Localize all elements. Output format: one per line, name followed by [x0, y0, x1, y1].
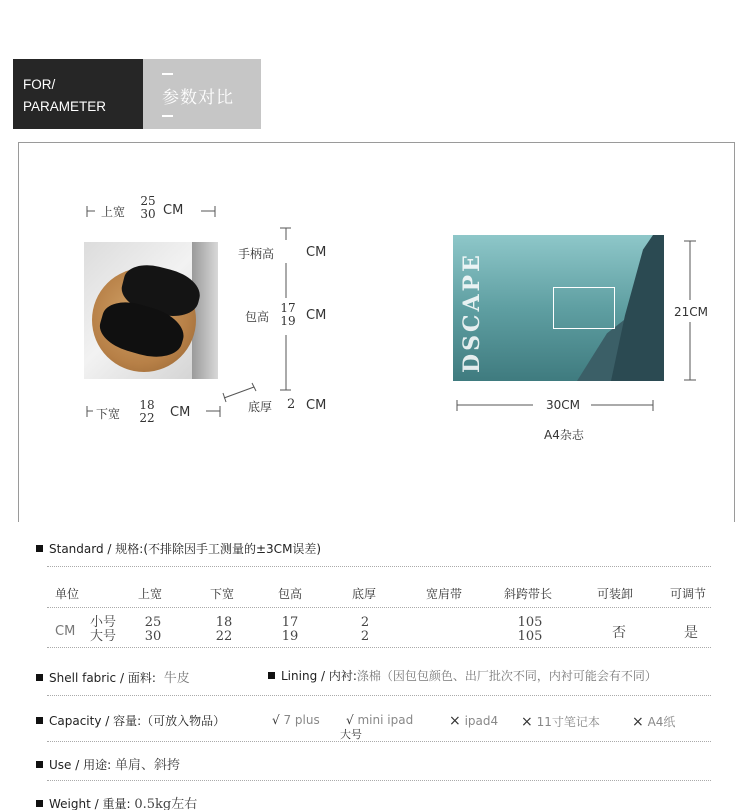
- use-value: 单肩、斜挎: [114, 758, 180, 773]
- cell-height-large: 19: [281, 629, 299, 644]
- use-row: [36, 754, 180, 773]
- magazine-height-label: 21CM: [674, 305, 709, 319]
- cell-top-width: [138, 616, 168, 644]
- header-title-zh: 参数对比: [162, 88, 234, 108]
- magazine-title: DSCAPE: [459, 252, 485, 373]
- standard-note: (不排除因手工测量的±3CM误差): [143, 542, 322, 556]
- check-icon: √: [346, 713, 354, 727]
- a4-magazine-image: [453, 235, 664, 381]
- cell-bottom-width-large: 22: [215, 629, 233, 644]
- cross-icon: ×: [449, 713, 461, 729]
- bag-height-unit: CM: [306, 308, 327, 323]
- capacity-item-mini-ipad: [346, 713, 413, 727]
- bullet-icon: [36, 800, 43, 807]
- shell-value: 牛皮: [163, 671, 190, 686]
- magazine-caption: A4杂志: [544, 428, 584, 442]
- bag-photo: [84, 242, 218, 379]
- cell-strap-length-large: 105: [517, 629, 543, 644]
- top-width-label: 上宽: [101, 205, 126, 219]
- handle-height-label: 手柄高: [238, 247, 275, 261]
- capacity-item-7plus-text: 7 plus: [283, 713, 320, 727]
- col-header-strap-length: 斜跨带长: [504, 587, 553, 601]
- cell-strap-length-small: 105: [517, 615, 543, 630]
- capacity-item-a4-text: A4纸: [647, 715, 676, 729]
- col-header-removable: 可装卸: [597, 587, 634, 601]
- bullet-icon: [36, 545, 43, 552]
- shell-fabric-row: [36, 667, 190, 686]
- capacity-size-note: 大号: [340, 728, 362, 741]
- cell-top-width-large: 30: [144, 629, 162, 644]
- check-icon: √: [272, 713, 280, 727]
- magazine-width-label: 30CM: [546, 398, 581, 412]
- shell-label: Shell fabric / 面料:: [49, 671, 156, 685]
- capacity-item-laptop: [521, 713, 600, 730]
- lining-value: 涤棉（因包包颜色、出厂批次不同，内衬可能会有不同）: [356, 669, 657, 683]
- capacity-row: [36, 712, 225, 729]
- col-header-adjustable: 可调节: [670, 587, 707, 601]
- lining-label: Lining / 内衬:: [281, 669, 357, 683]
- capacity-item-a4: [632, 713, 675, 730]
- size-large-label: 大号: [89, 629, 116, 644]
- top-width-values: [138, 195, 158, 221]
- bottom-width-small: 18: [139, 398, 155, 412]
- capacity-item-laptop-text: 11寸笔记本: [536, 715, 600, 729]
- capacity-item-7plus: [272, 713, 320, 727]
- bullet-icon: [36, 761, 43, 768]
- cell-bottom-width-small: 18: [215, 615, 233, 630]
- standard-label: Standard / 规格:: [49, 542, 144, 556]
- cell-depth-small: 2: [360, 615, 370, 630]
- standard-row: [36, 540, 321, 557]
- bag-height-large: 19: [280, 314, 296, 328]
- top-width-large: 30: [140, 207, 156, 221]
- cell-adjustable: 是: [684, 625, 698, 641]
- bag-height-values: [278, 302, 298, 328]
- divider: [47, 741, 711, 742]
- weight-label: Weight / 重量:: [49, 797, 131, 810]
- weight-row: [36, 793, 197, 810]
- cell-strap-length: [512, 616, 548, 644]
- handle-height-unit: CM: [306, 245, 327, 260]
- weight-value: 0.5kg左右: [134, 797, 198, 810]
- col-header-depth: 底厚: [352, 587, 377, 601]
- top-width-small: 25: [140, 194, 156, 208]
- cell-bottom-width: [209, 616, 239, 644]
- capacity-item-mini-ipad-text: mini ipad: [357, 713, 414, 727]
- capacity-item-ipad4: [449, 713, 498, 729]
- header-line-2: PARAMETER: [23, 99, 107, 114]
- bag-height-label: 包高: [245, 310, 270, 324]
- depth-unit: CM: [306, 398, 327, 413]
- col-header-wide-strap: 宽肩带: [426, 587, 463, 601]
- size-small-label: 小号: [89, 615, 116, 630]
- col-header-bottom-width: 下宽: [210, 587, 235, 601]
- magazine-frame-box: [553, 287, 615, 329]
- depth-value: 2: [287, 397, 296, 412]
- capacity-label: Capacity / 容量:: [49, 714, 142, 728]
- bottom-width-label: 下宽: [96, 407, 121, 421]
- divider: [47, 607, 711, 608]
- bullet-icon: [36, 717, 43, 724]
- cell-height-small: 17: [281, 615, 299, 630]
- divider: [47, 647, 711, 648]
- bag-height-small: 17: [280, 301, 296, 315]
- cell-depth-large: 2: [360, 629, 370, 644]
- cell-depth: [350, 616, 380, 644]
- unit-cm: CM: [55, 624, 76, 639]
- header-line-1: FOR/: [23, 77, 56, 92]
- cross-icon: ×: [632, 714, 644, 730]
- lining-row: [268, 667, 657, 684]
- bullet-icon: [268, 672, 275, 679]
- capacity-note: （可放入物品）: [141, 714, 226, 728]
- divider: [47, 695, 711, 696]
- cross-icon: ×: [521, 714, 533, 730]
- cell-top-width-small: 25: [144, 615, 162, 630]
- use-label: Use / 用途:: [49, 758, 112, 772]
- bullet-icon: [36, 674, 43, 681]
- bottom-width-values: [137, 399, 157, 425]
- col-header-top-width: 上宽: [138, 587, 163, 601]
- divider: [47, 566, 711, 567]
- depth-label: 底厚: [248, 400, 273, 414]
- divider: [47, 780, 711, 781]
- photo-window: [192, 242, 218, 379]
- bottom-width-large: 22: [139, 411, 155, 425]
- cell-removable: 否: [612, 625, 626, 641]
- top-width-unit: CM: [163, 203, 184, 218]
- col-header-unit: 单位: [55, 587, 80, 601]
- capacity-item-ipad4-text: ipad4: [464, 714, 499, 728]
- size-labels: [86, 616, 120, 644]
- bottom-width-unit: CM: [170, 405, 191, 420]
- col-header-height: 包高: [278, 587, 303, 601]
- cell-height: [275, 616, 305, 644]
